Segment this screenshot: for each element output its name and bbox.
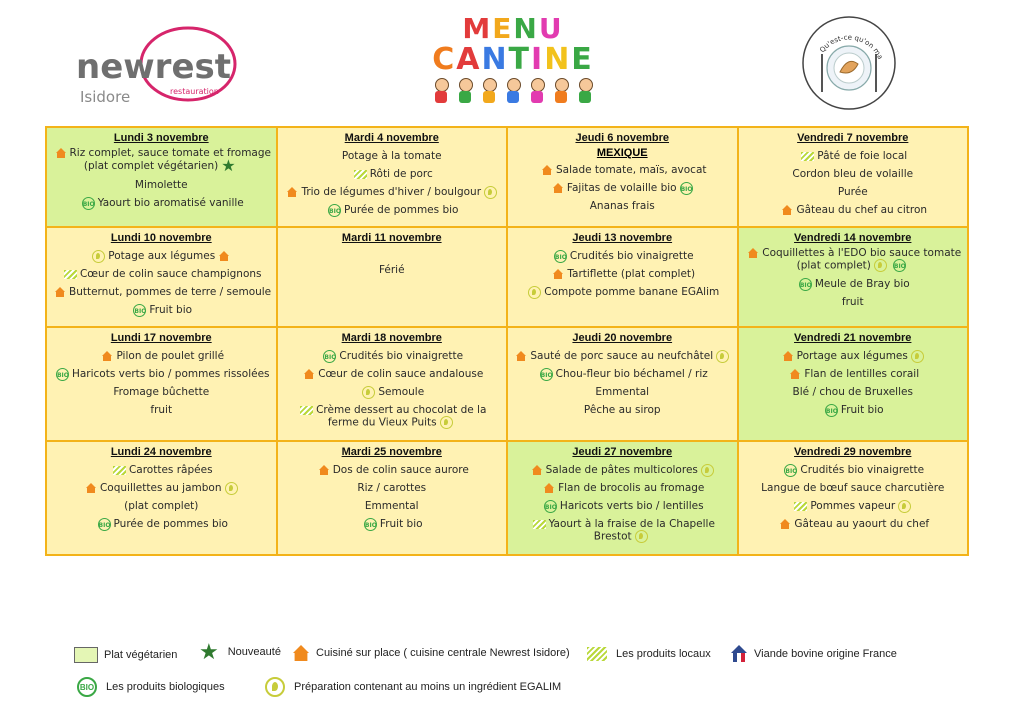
logo-sub: Isidore <box>80 88 131 106</box>
dish-label: Cordon bleu de volaille <box>792 168 914 180</box>
dish-item <box>743 515 964 533</box>
day-cell <box>46 441 277 555</box>
dish-item <box>282 515 503 533</box>
dish-label: Mimolette <box>134 179 188 191</box>
dish-item <box>743 461 964 479</box>
egalim-icon <box>92 250 105 263</box>
dish-item <box>512 518 733 543</box>
legend-bio-label: Les produits biologiques <box>106 681 225 693</box>
dish-label: Férié <box>378 264 405 277</box>
week-row <box>46 227 968 327</box>
day-cell <box>277 227 508 327</box>
house-icon <box>55 148 67 158</box>
legend-vegetarian-label: Plat végétarien <box>104 649 178 661</box>
legend-egalim-label: Préparation contenant au moins un ingrédient EGALIM <box>294 681 562 693</box>
dish-item <box>282 347 503 365</box>
dish-item <box>743 165 964 183</box>
dish-label: Ananas frais <box>589 200 655 212</box>
day-cell <box>738 441 969 555</box>
bio-icon: BIO <box>544 500 557 513</box>
day-cell <box>277 127 508 227</box>
day-title: Vendredi 29 novembre <box>794 446 912 459</box>
day-title: Lundi 10 novembre <box>110 232 212 245</box>
dish-item <box>512 479 733 497</box>
day-title: Mardi 11 novembre <box>341 232 442 245</box>
day-cell <box>507 441 738 555</box>
bio-icon: BIO <box>77 677 97 697</box>
legend-house-label: Cuisiné sur place ( cuisine centrale Newrest Isidore) <box>316 647 570 659</box>
day-title: Jeudi 13 novembre <box>572 232 673 245</box>
dish-label: Fruit bio <box>840 404 884 417</box>
dish-label: Crudités bio vinaigrette <box>569 250 694 263</box>
dish-label: Fajitas de volaille bio <box>566 182 677 194</box>
dish-item <box>282 461 503 479</box>
dish-label: fruit <box>150 404 173 417</box>
local-icon <box>533 520 546 529</box>
bio-icon: BIO <box>82 197 95 210</box>
local-icon <box>300 406 313 415</box>
dish-label: Butternut, pommes de terre / semoule <box>69 286 272 299</box>
legend-local <box>584 647 711 661</box>
plate-logo <box>800 14 898 112</box>
dish-label: Cœur de colin sauce andalouse <box>318 368 484 381</box>
dish-label: Crudités bio vinaigrette <box>339 350 464 363</box>
dish-label: Pommes vapeur <box>810 500 896 513</box>
dish-label: Riz complet, sauce tomate et fromage (plat complet végétarien) <box>69 147 271 172</box>
day-cell <box>507 127 738 227</box>
dish-item <box>282 147 503 165</box>
bio-icon: BIO <box>680 182 693 195</box>
week-row <box>46 327 968 441</box>
legend-bio <box>74 677 225 697</box>
dish-label: Cœur de colin sauce champignons <box>79 268 262 281</box>
day-cell <box>277 441 508 555</box>
bio-icon: BIO <box>784 464 797 477</box>
dish-item <box>282 165 503 183</box>
dish-label: Fruit bio <box>149 304 193 317</box>
dish-item <box>51 265 272 283</box>
day-title: Lundi 3 novembre <box>113 132 209 144</box>
day-title: Mardi 4 novembre <box>344 132 439 144</box>
dish-label: Portage aux légumes <box>796 350 908 363</box>
beef-icon <box>730 645 748 663</box>
dish-label: Chou-fleur bio béchamel / riz <box>555 368 708 381</box>
local-icon <box>794 502 807 511</box>
dish-item <box>51 515 272 533</box>
dish-label: Trio de légumes d'hiver / boulgour <box>301 186 482 198</box>
legend-new-label: Nouveauté <box>227 646 281 658</box>
kids-illustration <box>388 78 638 104</box>
dish-item <box>743 365 964 383</box>
dish-item <box>51 194 272 212</box>
dish-item <box>512 197 733 215</box>
legend-house <box>292 647 570 659</box>
local-icon <box>113 466 126 475</box>
local-icon <box>354 170 367 179</box>
menu-table <box>45 126 969 556</box>
dish-label: Rôti de porc <box>369 168 433 180</box>
egalim-icon <box>528 286 541 299</box>
day-cell <box>738 327 969 441</box>
egalim-icon <box>701 464 714 477</box>
egalim-icon <box>265 677 285 697</box>
dish-item <box>282 365 503 383</box>
dish-item <box>743 275 964 293</box>
egalim-icon <box>635 530 648 543</box>
dish-item <box>512 401 733 419</box>
day-cell <box>46 127 277 227</box>
egalim-icon <box>911 350 924 363</box>
bio-icon: BIO <box>799 278 812 291</box>
newrest-logo <box>70 18 240 110</box>
house-icon <box>747 248 759 258</box>
dish-label: Pâté de foie local <box>817 150 908 162</box>
bio-icon: BIO <box>554 250 567 263</box>
dish-item <box>743 479 964 497</box>
day-title: Vendredi 7 novembre <box>797 132 909 144</box>
dish-label: Gâteau au yaourt du chef <box>794 518 930 531</box>
dish-label: Potage aux légumes <box>108 250 216 263</box>
legend-new <box>196 639 281 664</box>
bio-icon: BIO <box>98 518 111 531</box>
bio-icon: BIO <box>328 204 341 217</box>
dish-label: Carottes râpées <box>128 464 213 477</box>
dish-item <box>51 383 272 401</box>
day-title: Jeudi 20 novembre <box>572 332 673 345</box>
dish-label: Haricots verts bio / pommes rissolées <box>71 368 270 381</box>
dish-label: Coquillettes au jambon <box>99 482 222 495</box>
dish-label: Pilon de poulet grillé <box>116 350 225 363</box>
title-menu: MENU <box>462 12 564 45</box>
legend-egalim <box>262 677 561 697</box>
house-icon <box>552 183 564 193</box>
dish-item <box>282 201 503 219</box>
egalim-icon <box>716 350 729 363</box>
local-icon <box>587 647 607 661</box>
dish-label: Emmental <box>595 386 650 399</box>
dish-item <box>743 201 964 219</box>
dish-item <box>282 497 503 515</box>
day-title: Lundi 24 novembre <box>110 446 212 459</box>
house-icon <box>779 519 791 529</box>
dish-label: Yaourt bio aromatisé vanille <box>97 197 244 209</box>
dish-item <box>51 461 272 479</box>
egalim-icon <box>440 416 453 429</box>
bio-icon: BIO <box>893 259 906 272</box>
dish-item <box>282 383 503 401</box>
egalim-icon <box>898 500 911 513</box>
menu-cantine-title <box>388 14 638 106</box>
dish-label: Coquillettes à l'EDO bio sauce tomate (plat complet) <box>762 247 962 272</box>
legend <box>74 639 974 713</box>
star-icon: ★ <box>199 639 219 664</box>
dish-item <box>51 147 272 173</box>
house-icon <box>54 287 66 297</box>
legend-beef-label: Viande bovine origine France <box>754 648 897 660</box>
day-theme: MEXIQUE <box>596 147 648 159</box>
dish-label: Purée <box>837 186 868 198</box>
day-cell <box>738 127 969 227</box>
dish-label: Sauté de porc sauce au neufchâtel <box>530 350 714 363</box>
day-cell <box>507 327 738 441</box>
plate-logo-text: Qu'est-ce qu'on ma <box>818 33 885 61</box>
house-icon <box>515 351 527 361</box>
dish-label: Fromage bûchette <box>113 386 210 399</box>
dish-item <box>51 247 272 265</box>
dish-label: Flan de lentilles corail <box>804 368 920 381</box>
dish-label: Riz / carottes <box>357 482 427 495</box>
local-icon <box>64 270 77 279</box>
dish-label: (plat complet) <box>124 500 199 513</box>
day-cell <box>738 227 969 327</box>
dish-label: Compote pomme banane EGAlim <box>544 286 720 299</box>
day-title: Lundi 17 novembre <box>110 332 212 345</box>
bio-icon: BIO <box>364 518 377 531</box>
house-icon <box>781 205 793 215</box>
house-icon <box>286 187 298 197</box>
day-cell <box>507 227 738 327</box>
egalim-icon <box>484 186 497 199</box>
dish-item <box>512 265 733 283</box>
dish-label: Fruit bio <box>379 518 423 531</box>
house-icon <box>789 369 801 379</box>
dish-label: fruit <box>841 296 864 309</box>
dish-label: Meule de Bray bio <box>814 278 910 291</box>
bio-icon: BIO <box>825 404 838 417</box>
day-title: Jeudi 27 novembre <box>572 446 673 459</box>
dish-item <box>743 293 964 311</box>
bio-icon: BIO <box>323 350 336 363</box>
day-cell <box>46 227 277 327</box>
dish-label: Pêche au sirop <box>583 404 661 417</box>
house-icon <box>782 351 794 361</box>
day-cell <box>277 327 508 441</box>
dish-item <box>743 183 964 201</box>
house-icon <box>218 251 230 261</box>
day-title: Jeudi 6 novembre <box>575 132 670 144</box>
dish-label: Potage à la tomate <box>341 150 442 162</box>
dish-label: Salade de pâtes multicolores <box>545 464 698 477</box>
bio-icon: BIO <box>56 368 69 381</box>
dish-label: Dos de colin sauce aurore <box>332 464 469 477</box>
house-icon <box>291 645 310 661</box>
house-icon <box>531 465 543 475</box>
dish-label: Flan de brocolis au fromage <box>558 482 705 495</box>
dish-item <box>51 401 272 419</box>
dish-item <box>51 365 272 383</box>
dish-item <box>743 147 964 165</box>
day-title: Vendredi 14 novembre <box>794 232 912 245</box>
house-icon <box>541 165 553 175</box>
dish-item <box>512 365 733 383</box>
day-title: Mardi 18 novembre <box>341 332 442 345</box>
dish-item <box>51 283 272 301</box>
dish-label: Crudités bio vinaigrette <box>800 464 925 477</box>
dish-item <box>512 347 733 365</box>
dish-item <box>282 479 503 497</box>
dish-item <box>512 283 733 301</box>
egalim-icon <box>225 482 238 495</box>
week-row <box>46 441 968 555</box>
dish-item <box>743 497 964 515</box>
house-icon <box>303 369 315 379</box>
legend-vegetarian <box>74 647 177 663</box>
dish-item <box>512 383 733 401</box>
dish-label: Semoule <box>378 386 425 399</box>
dish-item <box>282 183 503 201</box>
house-icon <box>101 351 113 361</box>
dish-item <box>512 247 733 265</box>
dish-label: Blé / chou de Bruxelles <box>792 386 913 399</box>
dish-label: Crème dessert au chocolat de la ferme du Vieux Puits <box>316 404 487 429</box>
dish-label: Langue de bœuf sauce charcutière <box>761 482 945 495</box>
dish-label: Purée de pommes bio <box>344 204 459 216</box>
dish-item <box>512 497 733 515</box>
house-icon <box>318 465 330 475</box>
bio-icon: BIO <box>540 368 553 381</box>
dish-label: Gâteau du chef au citron <box>796 204 928 216</box>
dish-item <box>743 347 964 365</box>
day-cell <box>46 327 277 441</box>
legend-local-label: Les produits locaux <box>616 648 711 660</box>
day-title: Mardi 25 novembre <box>341 446 442 459</box>
egalim-icon <box>362 386 375 399</box>
dish-label: Salade tomate, maïs, avocat <box>556 164 707 176</box>
dish-label: Tartiflette (plat complet) <box>567 268 696 281</box>
dish-item <box>512 179 733 197</box>
local-icon <box>801 152 814 161</box>
dish-item <box>51 497 272 515</box>
dish-item <box>743 401 964 419</box>
house-icon <box>552 269 564 279</box>
dish-label: Yaourt à la fraise de la Chapelle Brestot <box>548 518 715 543</box>
dish-label: Haricots verts bio / lentilles <box>559 500 704 513</box>
day-title: Vendredi 21 novembre <box>794 332 912 345</box>
dish-label: Purée de pommes bio <box>113 518 228 531</box>
star-icon: ★ <box>221 156 236 173</box>
dish-item <box>512 161 733 179</box>
dish-item <box>282 404 503 429</box>
title-cantine: CANTINE <box>432 42 594 77</box>
logo-brand: newrest <box>76 47 231 87</box>
dish-item <box>51 176 272 194</box>
house-icon <box>85 483 97 493</box>
vegetarian-swatch <box>74 647 98 663</box>
dish-item <box>743 383 964 401</box>
dish-item <box>51 301 272 319</box>
dish-item <box>743 247 964 272</box>
dish-item <box>512 461 733 479</box>
bio-icon: BIO <box>133 304 146 317</box>
house-icon <box>543 483 555 493</box>
week-row <box>46 127 968 227</box>
dish-item <box>51 347 272 365</box>
dish-label: Emmental <box>364 500 419 513</box>
dish-item <box>51 479 272 497</box>
dish-item <box>282 261 503 279</box>
legend-beef <box>730 645 897 663</box>
logo-tag: restauration <box>170 87 219 96</box>
egalim-icon <box>874 259 887 272</box>
